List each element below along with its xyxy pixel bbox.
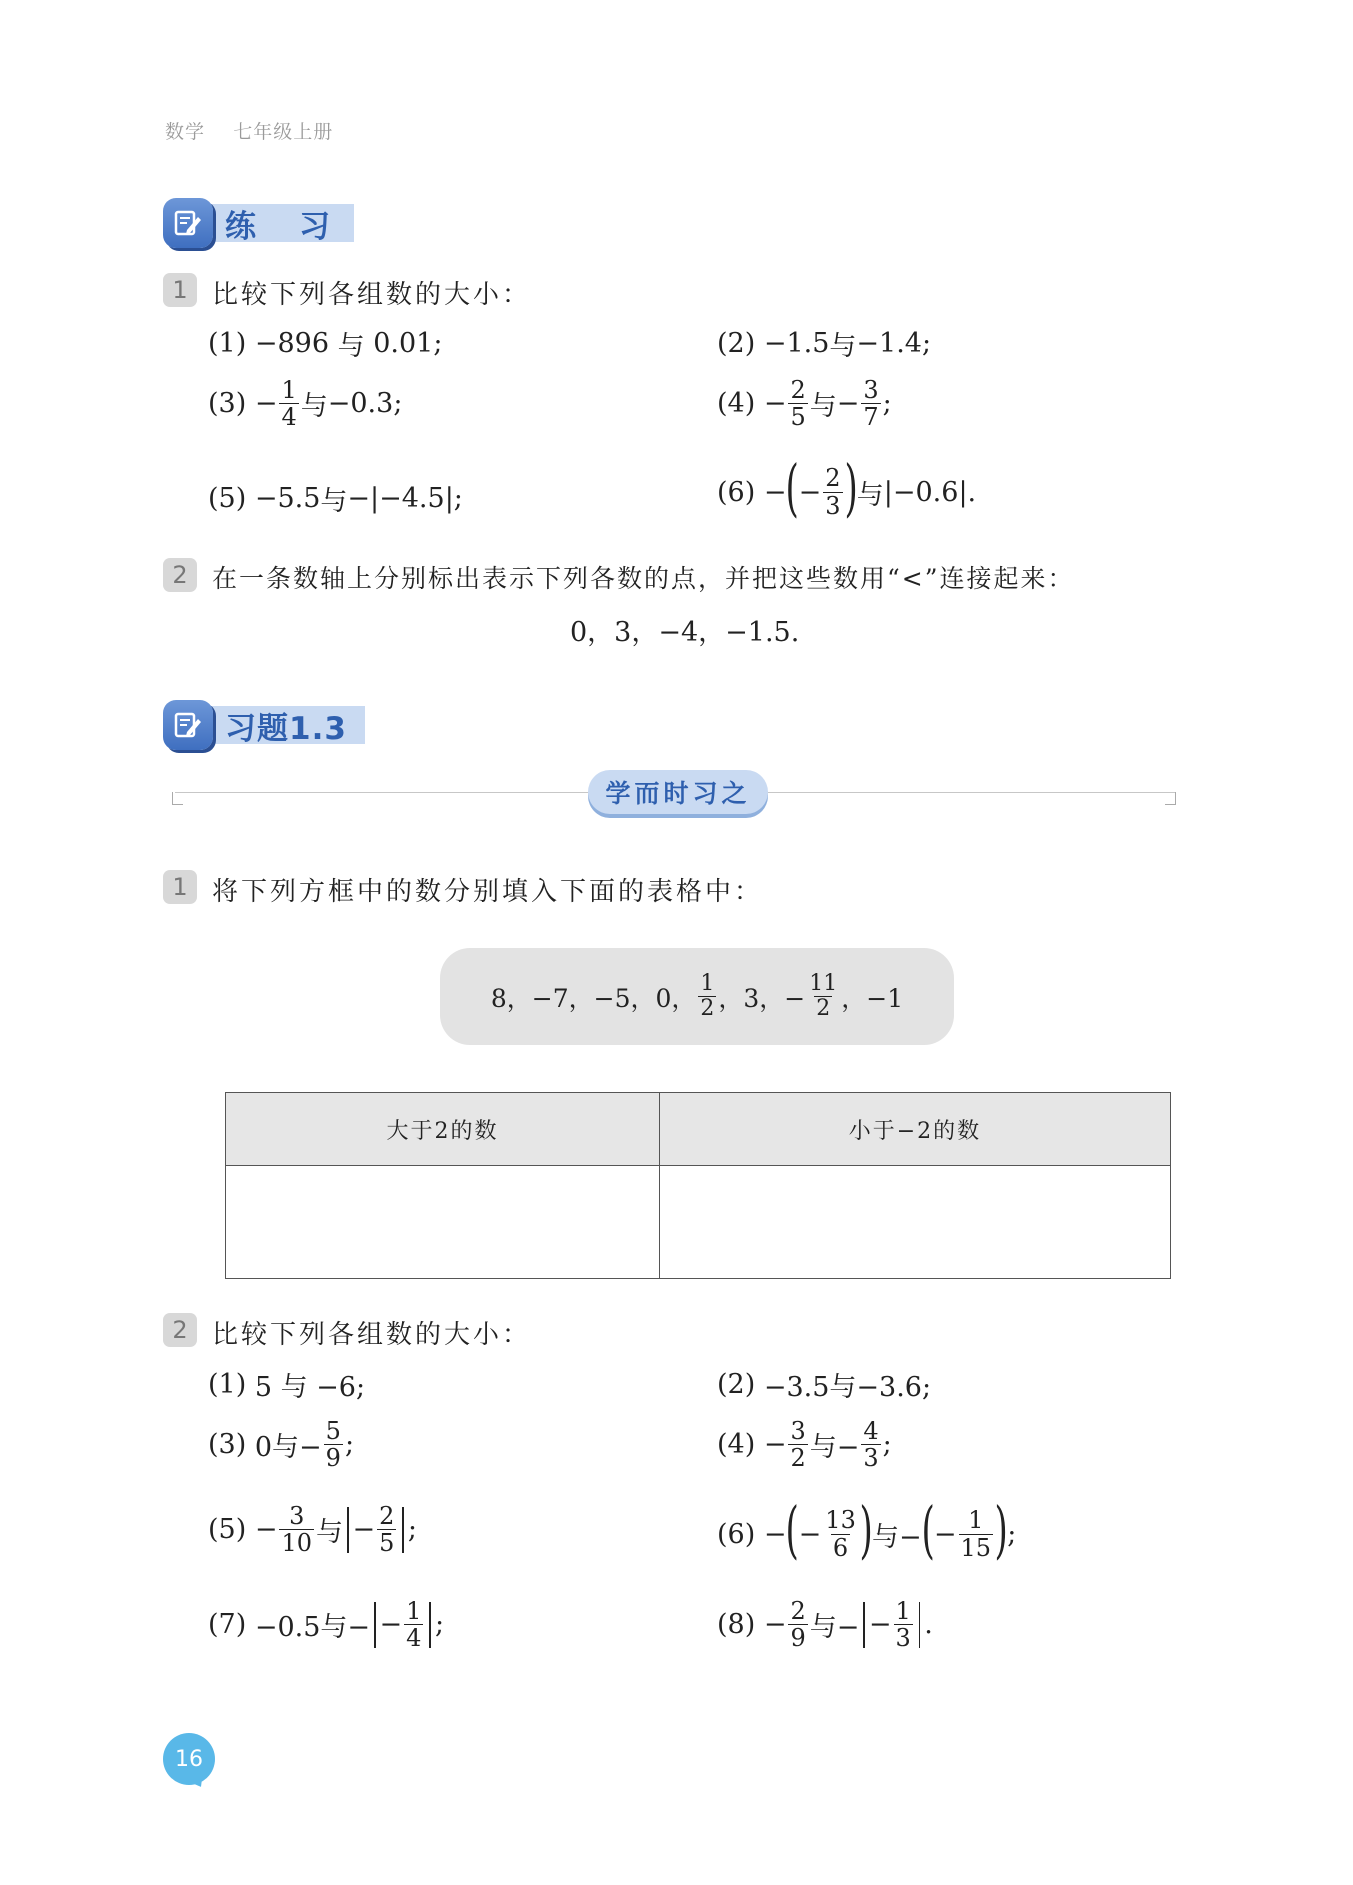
abs-bar <box>429 1602 431 1648</box>
practice-q2-badge: 2 <box>163 558 197 592</box>
table-header-greater: 大于2的数 <box>226 1093 660 1166</box>
fraction: $\frac{1}{3}$ <box>895 1597 911 1653</box>
pencil-note-icon <box>163 198 213 248</box>
exercise-q1-badge: 1 <box>163 870 197 904</box>
exercise-q2-item-2: (2) −3.5与−3.6; <box>717 1369 932 1403</box>
practice-q1-item-6: (6) − ( − $\frac{2}{3}$ ) 与 |−0.6| . <box>717 451 977 524</box>
exercise-q2-item-8: (8) − $\frac{2}{9}$ 与− − $\frac{1}{3}$ . <box>717 1597 933 1653</box>
exercise-q2-item-3: (3) 0与− $\frac{5}{9}$ ; <box>208 1417 355 1473</box>
fraction: $\frac{3}{7}$ <box>863 376 879 432</box>
exercise-title: 习题1.3 <box>205 706 365 744</box>
divider-corner-left <box>172 792 183 805</box>
exercise-q2-item-7: (7) −0.5与− − $\frac{1}{4}$ ; <box>208 1597 445 1653</box>
fraction: $\frac{2}{5}$ <box>790 376 806 432</box>
exercise-q2-item-1: (1) 5 与 −6; <box>208 1369 366 1403</box>
subtitle-pill: 学而时习之 <box>588 770 768 814</box>
fraction: $\frac{3}{2}$ <box>790 1417 806 1473</box>
fraction: $\frac{1}{2}$ <box>700 970 715 1021</box>
pencil-note-icon <box>163 700 213 750</box>
practice-heading <box>163 198 354 248</box>
running-header <box>165 117 333 144</box>
exercise-q1-text: 将下列方框中的数分别填入下面的表格中： <box>212 877 764 907</box>
fraction: $\frac{2}{9}$ <box>790 1597 806 1653</box>
fraction: $\frac{1}{4}$ <box>281 376 297 432</box>
fraction: $\frac{2}{3}$ <box>825 464 841 520</box>
fraction: $\frac{11}{2}$ <box>809 970 838 1021</box>
abs-bar <box>374 1602 376 1648</box>
fraction: $\frac{13}{6}$ <box>825 1506 856 1562</box>
table-cell-greater[interactable] <box>226 1166 660 1279</box>
header-grade: 七年级上册 <box>233 121 334 143</box>
divider-corner-right <box>1165 792 1176 805</box>
exercise-q2-item-4: (4) − $\frac{3}{2}$ 与− $\frac{4}{3}$ ; <box>717 1417 892 1473</box>
practice-q1-item-4: (4) − $\frac{2}{5}$ 与 − $\frac{3}{7}$ ; <box>717 376 892 432</box>
exercise-q2-text: 比较下列各组数的大小： <box>212 1320 532 1350</box>
fraction: $\frac{1}{15}$ <box>960 1506 992 1562</box>
exercise-q2-item-5: (5) − $\frac{3}{10}$ 与 − $\frac{2}{5}$ ; <box>208 1502 418 1558</box>
fraction: $\frac{3}{10}$ <box>281 1502 313 1558</box>
exercise-heading <box>163 700 365 750</box>
practice-q1-item-3: (3) − $\frac{1}{4}$ 与 −0.3 ; <box>208 376 403 432</box>
abs-bar <box>402 1507 404 1553</box>
fraction: $\frac{5}{9}$ <box>325 1417 341 1473</box>
practice-q2-numbers: 0，3，−4，−1.5. <box>570 617 800 648</box>
fraction: $\frac{1}{4}$ <box>406 1597 422 1653</box>
exercise-q2-badge: 2 <box>163 1313 197 1347</box>
abs-bar <box>919 1602 921 1648</box>
number-box: 8，−7，−5，0， $\frac{1}{2}$ ，3，− $\frac{11}{2}$ ，−1 <box>440 948 954 1045</box>
fraction: $\frac{4}{3}$ <box>863 1417 879 1473</box>
practice-q1-badge: 1 <box>163 273 197 307</box>
page-number: 16 <box>163 1733 215 1785</box>
header-subject: 数学 <box>165 121 206 143</box>
table-cell-less[interactable] <box>659 1166 1170 1279</box>
practice-q1-item-2: (2) −1.5 与 −1.4 ; <box>717 328 932 362</box>
practice-q1-text: 比较下列各组数的大小： <box>212 280 532 310</box>
abs-bar <box>863 1602 865 1648</box>
practice-q1-item-5: (5) −5.5 与 −|−4.5| ; <box>208 483 463 517</box>
table-header-less: 小于−2的数 <box>659 1093 1170 1166</box>
practice-q1-item-1: (1) −896 与 0.01 ; <box>208 328 443 362</box>
practice-title: 练 习 <box>205 204 354 242</box>
fraction: $\frac{2}{5}$ <box>379 1502 395 1558</box>
practice-q2-text: 在一条数轴上分别标出表示下列各数的点，并把这些数用“<”连接起来： <box>212 564 1075 593</box>
classification-table <box>225 1092 1171 1279</box>
abs-bar <box>347 1507 349 1553</box>
exercise-q2-item-6: (6) − ( − $\frac{13}{6}$ ) 与− ( − $\frac{1}{15}$ ) ; <box>717 1493 1017 1566</box>
